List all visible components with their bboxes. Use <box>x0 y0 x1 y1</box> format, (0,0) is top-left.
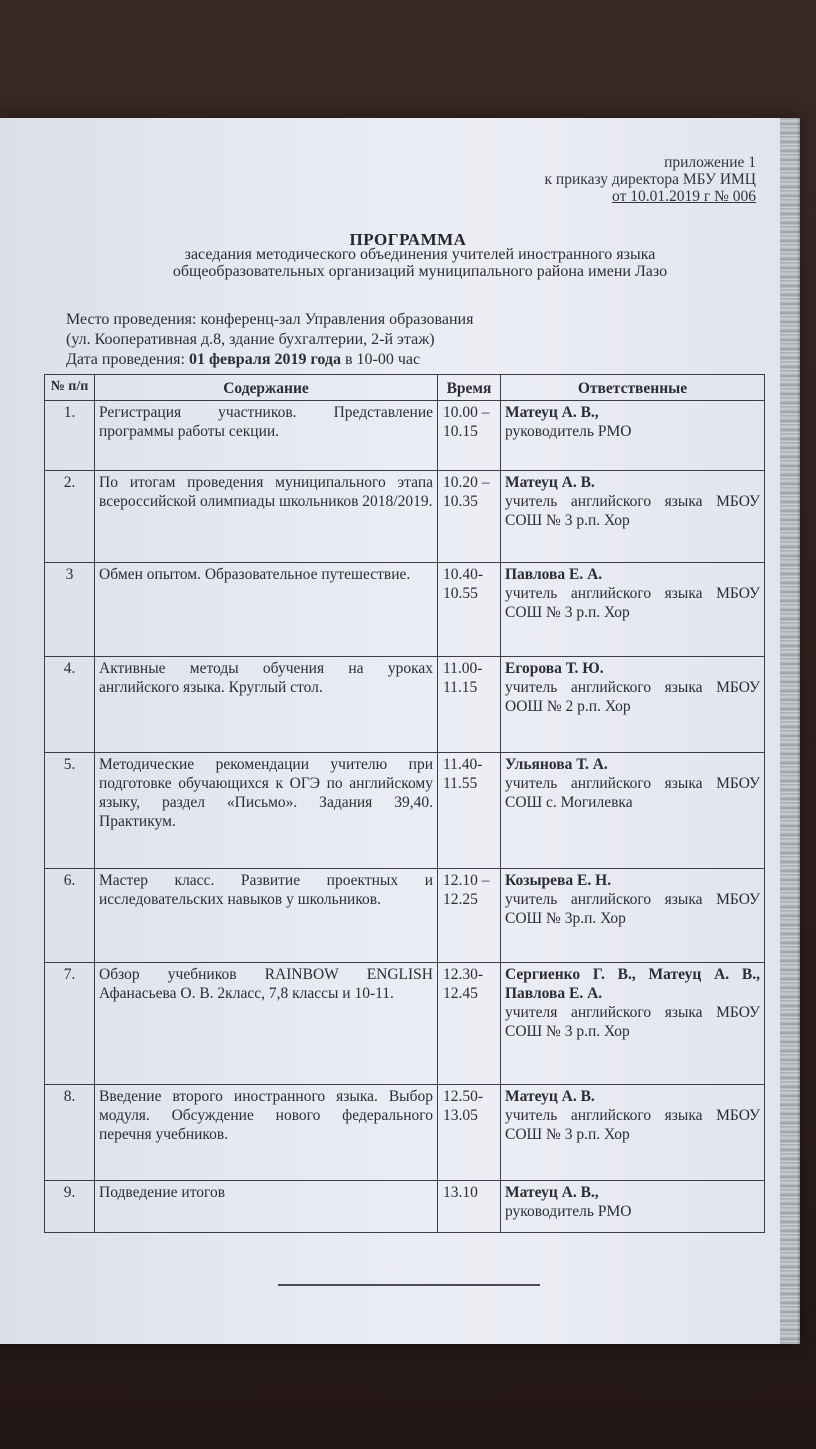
header-time: Время <box>438 375 501 401</box>
closing-rule <box>278 1284 540 1286</box>
row-content: Мастер класс. Развитие проектных и исследовательских навыков у школьников. <box>95 869 438 963</box>
table-header-row <box>45 375 765 401</box>
responsible-role: учитель английского языка МБОУ ООШ № 2 р.п. Хор <box>505 679 760 715</box>
appendix-line-3: от 10.01.2019 г № 006 <box>612 188 756 205</box>
row-content: По итогам проведения муниципального этапа всероссийской олимпиады школьников 2018/2019. <box>95 471 438 563</box>
table-row <box>45 657 765 753</box>
responsible-role: руководитель РМО <box>505 423 632 440</box>
row-time: 10.00 – 10.15 <box>438 401 501 471</box>
venue-date <box>66 350 473 370</box>
row-content: Подведение итогов <box>95 1181 438 1233</box>
row-responsible <box>501 563 765 657</box>
row-responsible <box>501 1181 765 1233</box>
responsible-role: учитель английского языка МБОУ СОШ с. Могилевка <box>505 775 760 811</box>
responsible-name: Матеуц А. В., <box>505 404 599 421</box>
appendix-note <box>545 154 756 205</box>
row-time: 10.20 – 10.35 <box>438 471 501 563</box>
row-num: 6. <box>45 869 95 963</box>
row-time: 11.40- 11.55 <box>438 753 501 869</box>
venue-place <box>66 310 473 330</box>
responsible-name: Матеуц А. В. <box>505 1088 595 1105</box>
table-row <box>45 471 765 563</box>
row-responsible <box>501 869 765 963</box>
responsible-name: Егорова Т. Ю. <box>505 660 604 677</box>
row-responsible <box>501 753 765 869</box>
table-row <box>45 1085 765 1181</box>
row-num: 9. <box>45 1181 95 1233</box>
row-responsible <box>501 401 765 471</box>
responsible-name: Матеуц А. В., <box>505 1184 599 1201</box>
responsible-name: Ульянова Т. А. <box>505 756 608 773</box>
appendix-line-1: приложение 1 <box>664 154 756 171</box>
row-num: 1. <box>45 401 95 471</box>
venue-address: (ул. Кооперативная д.8, здание бухгалтерии, 2-й этаж) <box>66 331 435 348</box>
document-subtitle <box>100 246 740 280</box>
table-row <box>45 1181 765 1233</box>
venue-place-value: конференц-зал Управления образования <box>200 311 474 328</box>
responsible-role: учитель английского языка МБОУ СОШ № 3 р.п. Хор <box>505 493 760 529</box>
row-num: 8. <box>45 1085 95 1181</box>
row-time: 13.10 <box>438 1181 501 1233</box>
responsible-name: Козырева Е. Н. <box>505 872 612 889</box>
row-responsible <box>501 1085 765 1181</box>
row-time: 10.40- 10.55 <box>438 563 501 657</box>
responsible-name: Павлова Е. А. <box>505 566 603 583</box>
venue-time-value: в 10-00 час <box>344 351 421 368</box>
header-responsible: Ответственные <box>501 375 765 401</box>
row-content: Методические рекомендации учителю при подготовке обучающихся к ОГЭ по английскому языку, раздел «Письмо». Задания 39,40. Практикум. <box>95 753 438 869</box>
appendix-line-2: к приказу директора МБУ ИМЦ <box>544 171 756 188</box>
responsible-role: учителя английского языка МБОУ СОШ № 3 р.п. Хор <box>505 1004 760 1040</box>
venue-block <box>66 310 473 370</box>
row-time: 12.10 – 12.25 <box>438 869 501 963</box>
responsible-role: учитель английского языка МБОУ СОШ № 3 р.п. Хор <box>505 585 760 621</box>
table-row <box>45 753 765 869</box>
subtitle-line-1: заседания методического объединения учителей иностранного языка <box>184 246 656 263</box>
row-time: 12.50- 13.05 <box>438 1085 501 1181</box>
header-content: Содержание <box>95 375 438 401</box>
row-responsible <box>501 963 765 1085</box>
row-content: Обзор учебников RAINBOW ENGLISH Афанасьева О. В. 2класс, 7,8 классы и 10-11. <box>95 963 438 1085</box>
row-content: Регистрация участников. Представление программы работы секции. <box>95 401 438 471</box>
document-title: ПРОГРАММА <box>349 230 467 249</box>
row-num: 2. <box>45 471 95 563</box>
table-row <box>45 563 765 657</box>
responsible-name: Матеуц А. В. <box>505 474 595 491</box>
row-content: Активные методы обучения на уроках английского языка. Круглый стол. <box>95 657 438 753</box>
row-responsible <box>501 657 765 753</box>
responsible-role: руководитель РМО <box>505 1203 632 1220</box>
table-row <box>45 963 765 1085</box>
row-responsible <box>501 471 765 563</box>
header-num: № п/п <box>45 375 95 401</box>
row-num: 5. <box>45 753 95 869</box>
responsible-role: учитель английского языка МБОУ СОШ № 3р.п. Хор <box>505 891 760 927</box>
program-table <box>44 374 765 1233</box>
venue-date-value: 01 февраля 2019 года <box>188 351 341 368</box>
responsible-name: Сергиенко Г. В., Матеуц А. В., Павлова Е. А. <box>505 966 760 1002</box>
sheet-edge-shadow <box>780 118 800 1344</box>
venue-place-label: Место проведения: <box>66 311 197 328</box>
table-row <box>45 869 765 963</box>
table-row <box>45 401 765 471</box>
row-content: Введение второго иностранного языка. Выбор модуля. Обсуждение нового федерального перечня учебников. <box>95 1085 438 1181</box>
responsible-role: учитель английского языка МБОУ СОШ № 3 р.п. Хор <box>505 1107 760 1143</box>
venue-date-label: Дата проведения: <box>66 351 185 368</box>
row-time: 11.00- 11.15 <box>438 657 501 753</box>
row-num: 7. <box>45 963 95 1085</box>
row-time: 12.30- 12.45 <box>438 963 501 1085</box>
row-content: Обмен опытом. Образовательное путешествие. <box>95 563 438 657</box>
row-num: 4. <box>45 657 95 753</box>
subtitle-line-2: общеобразовательных организаций муниципального района имени Лазо <box>172 263 668 280</box>
row-num: 3 <box>45 563 95 657</box>
